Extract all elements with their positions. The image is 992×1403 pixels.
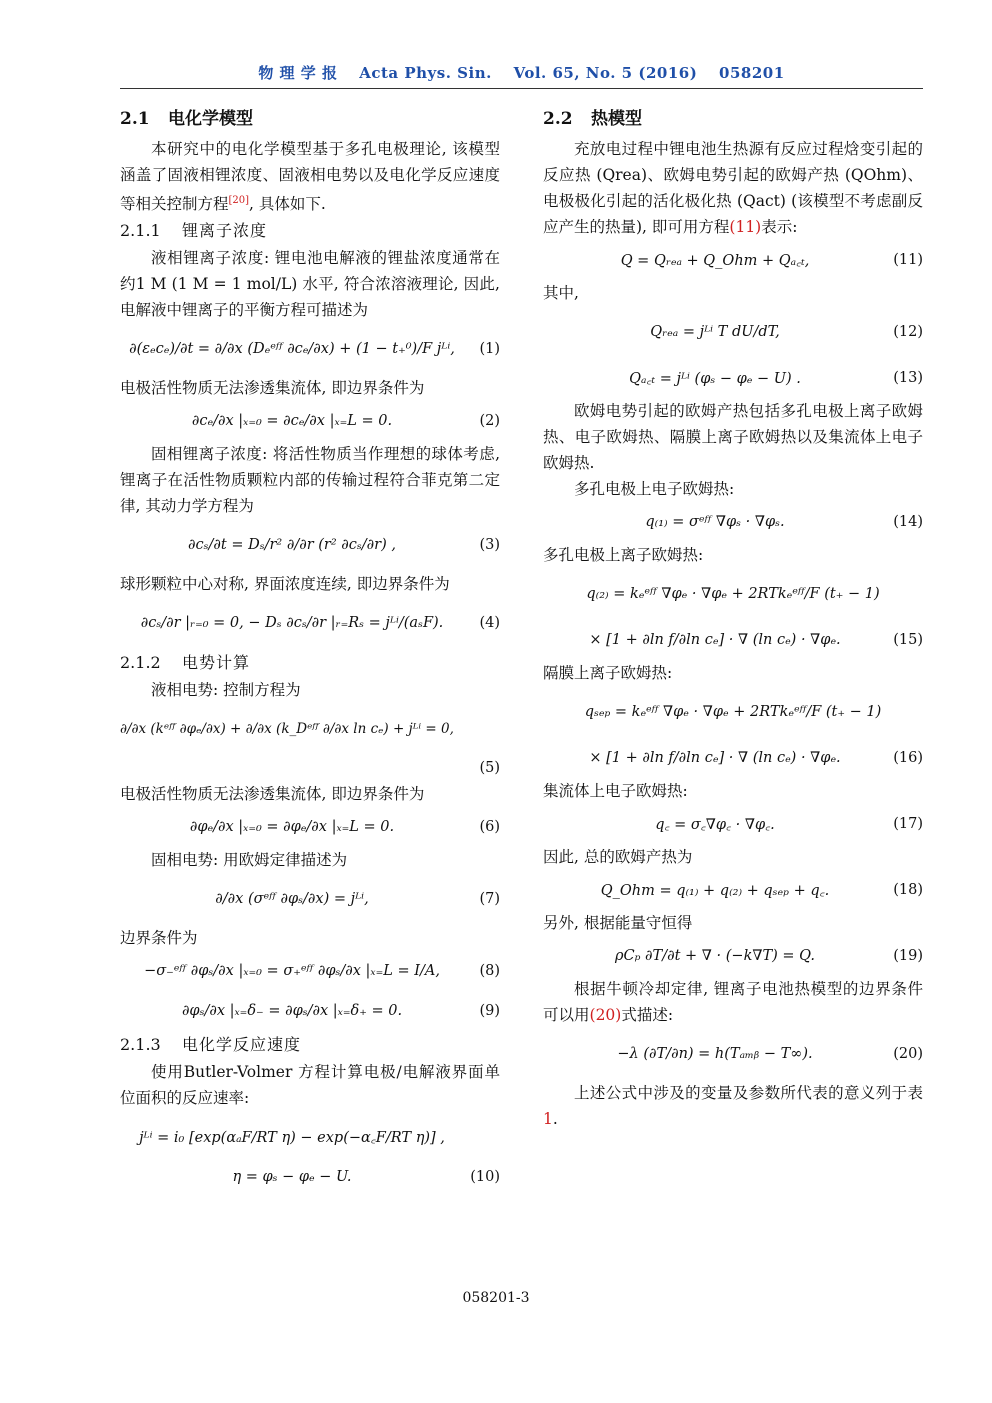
subsection-heading [120,649,500,677]
equation [120,755,500,781]
equation-number: (14) [893,514,923,530]
right-column [543,98,923,1132]
subsection-number: 2.1.1 [120,221,161,241]
journal-name-en: Acta Phys. Sin. [359,64,492,82]
equation-body: ρCₚ ∂T/∂t + ∇ · (−k∇T) = Q. [615,948,815,964]
subsection-title: 电化学反应速度 [182,1035,302,1055]
equation-body: η = φₛ − φₑ − U. [232,1169,352,1186]
equation-body: ∂cₛ/∂r |ᵣ₌₀ = 0, − Dₛ ∂cₛ/∂r |ᵣ₌Rₛ = jᴸⁱ/(aₛF). [140,615,444,632]
paragraph: 欧姆电势引起的欧姆产热包括多孔电极上离子欧姆热、电子欧姆热、隔膜上离子欧姆热以及集流体上电子欧姆热. [543,402,923,472]
paragraph: 使用Butler-Volmer 方程计算电极/电解液界面单位面积的反应速率: [120,1063,500,1108]
equation [120,991,500,1031]
equation-body: ∂φₑ/∂x |ₓ₌₀ = ∂φₑ/∂x |ₓ₌L = 0. [189,819,395,836]
equation-body: Q_Ohm = q₍₁₎ + q₍₂₎ + qₛₑₚ + q꜀. [600,883,830,899]
equation-ref-link[interactable]: (20) [589,1006,622,1024]
equation-body: ∂cₛ/∂t = Dₛ/r² ∂/∂r (r² ∂cₛ/∂r) , [188,537,396,554]
section-title: 电化学模型 [168,109,253,129]
subsection-title: 锂离子浓度 [182,221,268,241]
equation [543,358,923,398]
paragraph: 电极活性物质无法渗透集流体, 即边界条件为 [120,379,425,398]
equation-number: (9) [479,1003,500,1020]
equation-body: q₍₂₎ = kₑᵉᶠᶠ ∇φₑ · ∇φₑ + 2RTkₑᵉᶠᶠ/F (t₊ − 1) [586,586,880,602]
equation-number: (16) [893,750,923,766]
equation-number: (12) [893,324,923,340]
equation-number: (10) [470,1169,500,1186]
paragraph: 固相电势: 用欧姆定律描述为 [151,851,348,870]
journal-name-cn: 物 理 学 报 [258,64,338,82]
equation-number: (8) [479,963,500,980]
equation [120,807,500,847]
paragraph: 边界条件为 [120,929,198,948]
equation-body: −λ (∂T/∂n) = h(Tₐₘᵦ − T∞). [617,1046,813,1062]
paragraph: 多孔电极上电子欧姆热: [574,480,735,498]
equation [120,1163,500,1191]
paragraph: 液相电势: 控制方程为 [151,681,301,700]
equation-number: (17) [893,816,923,832]
equation [120,519,500,571]
equation-body: ∂/∂x (kᵉᶠᶠ ∂φₑ/∂x) + ∂/∂x (k_Dᵉᶠᶠ ∂/∂x ln cₑ) + jᴸⁱ = 0, [120,721,454,738]
paragraph: 充放电过程中锂电池生热源有反应过程焓变引起的反应热 (Qrea)、欧姆电势引起的欧姆产热 (QOhm)、电极极化引起的活化极化热 (Qact) (该模型不考虑副反应产生的热量), 即可用方程(11)表示: [543,140,923,236]
paragraph: 上述公式中涉及的变量及参数所代表的意义列于表1. [543,1084,923,1128]
equation [543,936,923,976]
paragraph: 其中, [543,284,579,302]
equation-ref-link[interactable]: (11) [729,218,762,236]
equation-body: q꜀ = σ꜀∇φ꜀ · ∇φ꜀. [655,817,775,833]
paragraph: 另外, 根据能量守恒得 [543,914,693,932]
subsection-number: 2.1.3 [120,1035,161,1055]
section-number: 2.2 [543,109,573,129]
equation [543,620,923,660]
section-title: 热模型 [591,109,642,129]
equation-body: ∂/∂x (σᵉᶠᶠ ∂φₛ/∂x) = jᴸⁱ, [215,891,369,908]
equation-number: (11) [893,252,923,268]
equation-number: (20) [893,1046,923,1062]
header-rule [120,88,923,89]
section-heading [120,102,500,136]
equation [120,1111,500,1163]
equation-number: (3) [479,537,500,554]
equation-body: Q = Qᵣₑₐ + Q_Ohm + Qₐ꜀ₜ, [620,253,810,269]
equation-number: (15) [893,632,923,648]
equation [120,951,500,991]
equation-body: Qᵣₑₐ = jᴸⁱ T dU/dT, [650,324,780,340]
equation [543,502,923,542]
paragraph: 根据牛顿冷却定律, 锂离子电池热模型的边界条件可以用(20)式描述: [543,980,923,1024]
volume-info: Vol. 65, No. 5 (2016) [513,64,698,82]
paragraph: 多孔电极上离子欧姆热: [543,546,704,564]
article-id: 058201 [719,64,785,82]
paragraph: 因此, 总的欧姆产热为 [543,848,693,866]
equation [543,306,923,358]
equation [120,323,500,375]
paragraph: 电极活性物质无法渗透集流体, 即边界条件为 [120,785,425,804]
equation-number: (19) [893,948,923,964]
equation-number: (18) [893,882,923,898]
equation-body: q₍₁₎ = σᵉᶠᶠ ∇φₛ · ∇φₛ. [645,514,785,530]
paragraph: 固相锂离子浓度: 将活性物质当作理想的球体考虑, 锂离子在活性物质颗粒内部的传输过程符合菲克第二定律, 其动力学方程为 [120,445,500,516]
equation-body: qₛₑₚ = kₑᵉᶠᶠ ∇φₑ · ∇φₑ + 2RTkₑᵉᶠᶠ/F (t₊ − 1) [584,704,882,720]
citation-link[interactable]: [20] [228,195,250,206]
equation [543,870,923,910]
paragraph: 隔膜上离子欧姆热: [543,664,673,682]
paragraph: 球形颗粒中心对称, 界面浓度连续, 即边界条件为 [120,575,450,594]
equation [543,804,923,844]
equation-body: Qₐ꜀ₜ = jᴸⁱ (φₛ − φₑ − U) . [629,371,801,387]
subsection-title: 电势计算 [182,653,251,673]
equation [543,1028,923,1080]
subsection-heading [120,1031,500,1059]
left-column [120,98,500,1191]
section-heading [543,102,923,136]
equation [543,738,923,778]
equation-number: (2) [479,413,500,430]
equation-number: (5) [479,760,500,777]
paragraph: 集流体上电子欧姆热: [543,782,688,800]
equation-number: (4) [479,615,500,632]
running-header [120,62,923,83]
equation-body: × [1 + ∂ln f/∂ln cₑ] · ∇ (ln cₑ) · ∇φₑ. [589,750,841,766]
equation-body: ∂φₛ/∂x |ₓ₌δ₋ = ∂φₛ/∂x |ₓ₌δ₊ = 0. [181,1003,403,1020]
equation-body: −σ₋ᵉᶠᶠ ∂φₛ/∂x |ₓ₌₀ = σ₊ᵉᶠᶠ ∂φₛ/∂x |ₓ₌L = I/A, [144,963,440,980]
page-number: 058201-3 [462,1290,530,1306]
paragraph: 液相锂离子浓度: 锂电池电解液的锂盐浓度通常在约1 M (1 M = 1 mol/L) 水平, 符合浓溶液理论, 因此, 电解液中锂离子的平衡方程可描述为 [120,249,500,320]
section-number: 2.1 [120,109,150,129]
equation-body: × [1 + ∂ln f/∂ln cₑ] · ∇ (ln cₑ) · ∇φₑ. [589,632,841,648]
equation-number: (13) [893,370,923,386]
paragraph: 本研究中的电化学模型基于多孔电极理论, 该模型涵盖了固液相锂浓度、固液相电势以及电化学反应速度等相关控制方程[20], 具体如下. [120,140,500,214]
equation-number: (6) [479,819,500,836]
equation-body: ∂cₑ/∂x |ₓ₌₀ = ∂cₑ/∂x |ₓ₌L = 0. [191,413,393,430]
equation [543,568,923,620]
table-ref-link[interactable]: 1 [543,1110,553,1128]
equation [120,873,500,925]
equation [543,240,923,280]
equation [120,597,500,649]
subsection-number: 2.1.2 [120,653,161,673]
equation [120,703,500,755]
subsection-heading [120,217,500,245]
equation-number: (7) [479,891,500,908]
equation [120,401,500,441]
equation-number: (1) [479,341,500,358]
equation-body: ∂(εₑcₑ)/∂t = ∂/∂x (Dₑᵉᶠᶠ ∂cₑ/∂x) + (1 − t₊⁰)/F jᴸⁱ, [129,341,455,358]
equation [543,686,923,738]
equation-body: jᴸⁱ = i₀ [exp(αₐF/RT η) − exp(−α꜀F/RT η)] , [139,1130,445,1147]
